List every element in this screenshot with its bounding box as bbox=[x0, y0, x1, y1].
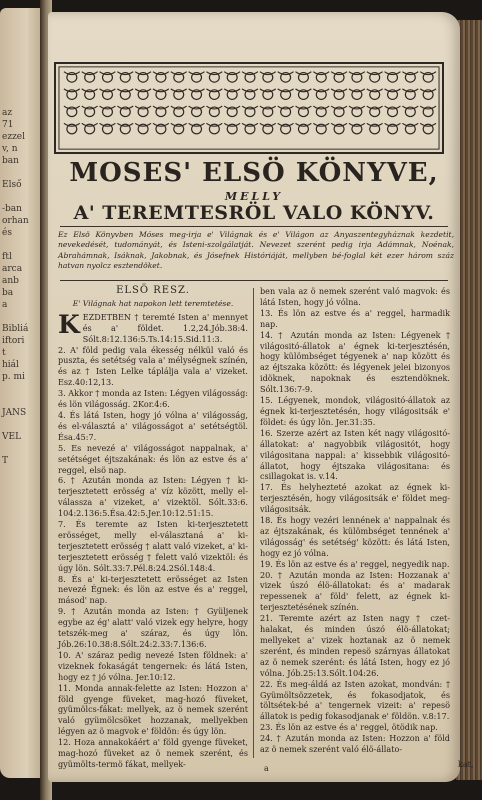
verse-paragraph: EZDETBEN † teremté Isten a' mennyet és a' földet. 1.2,24.Jób.38:4. Sólt.8:12.136:5.Ts.14:15.Sid.11:3. bbox=[82, 311, 248, 344]
verse-paragraph: 15. Légyenek, mondok, világositó-állatok az égnek ki-terjesztetésén, hogy világositsák e' földet: és úgy lön. Jer.31:35. bbox=[260, 395, 450, 427]
left-page-text-fragment: Első bbox=[2, 180, 22, 190]
left-page-text-fragment: p. mi bbox=[2, 372, 25, 382]
left-page-text-fragment: orhan bbox=[2, 216, 29, 226]
title-rule bbox=[60, 226, 448, 227]
left-page-text-fragment: v, n bbox=[2, 144, 18, 154]
column-divider bbox=[253, 288, 254, 758]
verse-paragraph: 2. A' föld pedig vala ékesség nélkül való és puszta, és setétség vala a' mélységnek színén, és az † Isten Lelke táplálja vala a' vizeket. Esz.40:12,13. bbox=[58, 344, 248, 388]
verse-paragraph: 11. Monda annak-felette az Isten: Hozzon a' föld gyenge füveket, mag-hozó füveket, gyümölcs-fákat: mellyek, az ö nemek szerént való gyümölcsöket hozzanak, mellyekben légyen az ö magvok e' földön: és úgy lön. bbox=[58, 682, 248, 737]
left-page-text-fragment: iftori bbox=[2, 336, 25, 346]
left-page-text-fragment: és bbox=[2, 228, 12, 238]
verse-paragraph: 17. És helyhezteté azokat az égnek ki-terjesztésén, hogy világositsák e' földet meg-világositsák. bbox=[260, 482, 450, 515]
left-page-text-fragment: 71 bbox=[2, 120, 14, 130]
verse-paragraph: 10. A' száraz pedig nevezé Isten földnek: a' vizeknek fokaságát tengernek: és látá Isten, hogy ez † jó vólna. Jer.10:12. bbox=[58, 649, 248, 682]
summary-rule bbox=[60, 280, 448, 281]
verse-paragraph: 23. És lön az estve és a' reggel, ötödik nap. bbox=[260, 722, 438, 733]
left-page-text-fragment: ba bbox=[2, 288, 14, 298]
chapter-heading: ELSÖ RESZ. bbox=[116, 285, 190, 296]
verse-paragraph: 20. † Azután monda az Isten: Hozzanak a' vizek úszó élö-állatokat: és a' madarak repessenek a' föld' felett, az égnek ki-terjesztetésének színén. bbox=[260, 569, 450, 613]
left-page-text-fragment: ftl bbox=[2, 252, 12, 262]
verse-paragraph: 18. És hogy vezéri lennének a' nappalnak és az éjtszakának, és külömbséget tennének a' világosság' és setétség' között: és látá Isten, hogy ez jó vólna. bbox=[260, 515, 450, 558]
left-page-text-fragment: ban bbox=[2, 156, 19, 166]
drop-cap-letter: K bbox=[58, 309, 80, 339]
verse-paragraph: 22. És meg-áldá az Isten azokat, mondván: † Gyümöltsözzetek, és fokasodjatok, és töltsétek-bé a' tengernek vizeit: a' repesö állatok is pedig fokasodjanak e' földön. v.8:17. bbox=[260, 678, 450, 722]
page-catchword-right: kat, bbox=[458, 760, 474, 769]
book-title: MOSES' ELSÖ KÖNYVE, bbox=[69, 158, 439, 188]
verse-paragraph: ben vala az ö nemek szerént való magvok: és látá Isten, hogy jó vólna. bbox=[260, 286, 450, 307]
verse-paragraph: 16. Szerze azért az Isten két nagy világositó-állatokat: a' nagyobbik világositót, hogy világositana nappal: a' kissebbik világositó-állatot, hogy éjtszaka világositana: és csillagokat is. v.14. bbox=[260, 427, 450, 482]
left-page-text-fragment: a bbox=[2, 300, 8, 310]
left-page-edge bbox=[0, 8, 44, 778]
verse-paragraph: 14. † Azután monda az Isten: Légyenek † világositó-állatok a' égnek ki-terjesztésén, hogy külömbséget tégyenek a' nap között és az éjtszaka között: és légyenek jelei bizonyos idöknek, napoknak és esztendöknek. Sólt.136:7-9. bbox=[260, 329, 450, 395]
decorative-header-ornament bbox=[54, 62, 444, 154]
chapter-summary: E' Világnak hat napokon lett teremtetése. bbox=[72, 298, 234, 308]
verse-paragraph: 7. És teremte az Isten ki-terjesztetett erösséget, melly el-választaná a' ki-terjesztetett erösség † alatt való vizeket, a' ki-terjesztetett erösség † felett való vizektöl: és úgy lön. Sólt.33:7.Pél.8:24.2Sól.148:4. bbox=[58, 519, 248, 573]
title-connector: MELLY bbox=[224, 190, 284, 203]
verse-paragraph: 12. Hoza annakokáért a' föld gyenge füveket, mag-hozó füveket az ö nemek szerént, és gyümölts-termö fákat, mellyek- bbox=[58, 737, 248, 769]
left-page-text-fragment: t bbox=[2, 348, 6, 358]
ornament-pattern-icon bbox=[56, 64, 442, 152]
book-summary: Ez Elsö Könyvben Móses meg-irja e' Világnak és e' Világon az Anyaszentegyháznak kezdetit, nevekedését, tudományát, és Isteni-szolgálatját. Nevezet szerént pedig irja Adámnak, Noénak, Abrahámnak, Isáknak, Jakobnak, és Jósefnek Históriáját, mellyben bé-foglal két ezer három száz hatvan nyolcz esztendöket. bbox=[58, 230, 454, 271]
verse-paragraph: 13. És lön az estve és a' reggel, harmadik nap. bbox=[260, 307, 450, 329]
verse-paragraph: 19. És lön az estve és a' reggel, negyedik nap. bbox=[260, 558, 450, 569]
book-page bbox=[48, 12, 474, 782]
left-page-text-fragment: anb bbox=[2, 276, 19, 286]
left-page-text-fragment: ezzel bbox=[2, 132, 26, 142]
left-page-text-fragment: T bbox=[2, 456, 9, 466]
catchword: a bbox=[264, 764, 269, 773]
verse-paragraph: 6. † Azután monda az Isten: Légyen † ki-terjesztetett erösség a' víz között, melly el-válassza a' vizeket, a' vizektöl. Sólt.33:6. 104:2.136:5.Ésa.42:5.Jer.10:12.51:15. bbox=[58, 475, 248, 519]
text-column-left bbox=[58, 286, 248, 770]
left-page-text-fragment: az bbox=[2, 108, 13, 118]
book-subtitle: A' TEREMTESRÖL VALO KÖNYV. bbox=[73, 202, 435, 224]
verse-paragraph: 8. És a' ki-terjesztetett erösséget az Isten nevezé Égnek: és lön az estve és a' reggel, másod' nap. bbox=[58, 573, 248, 606]
left-page-text-fragment: hiál bbox=[2, 360, 19, 370]
left-page-text-fragment: Bibliá bbox=[2, 324, 29, 334]
left-page-text-fragment: arca bbox=[2, 264, 23, 274]
verse-paragraph: 5. Es nevezé a' világosságot nappalnak, a' setétséget éjtszakának: és lön az estve és a' reggel, elsö nap. bbox=[58, 442, 248, 475]
verse-paragraph: 4. És látá Isten, hogy jó vólna a' világosság, és el-választá a' világosságot a' setétségtöl. Ésa.45:7. bbox=[58, 409, 248, 442]
verse-paragraph: 24. † Azután monda az Isten: Hozzon a' föld az ö nemek szerént való élö-állato- bbox=[260, 733, 450, 755]
verse-paragraph: 9. † Azután monda az Isten: † Gyüljenek egybe az ég' alatt' való vizek egy helyre, hogy tetszék-meg a' száraz, és úgy lön. Jób.26:10.38:8.Sólt.24:2.33:7.136:6. bbox=[58, 606, 248, 649]
left-page-text-fragment: VEL bbox=[2, 432, 22, 442]
left-page-text-fragment: JANS bbox=[2, 408, 27, 418]
left-page-text-fragment: -ban bbox=[2, 204, 22, 214]
verse-paragraph: 21. Teremte azért az Isten nagy † czet-halakat, és minden úszó élö-állatokat; mellyeket a' vizek hoztanak az ö nemek szerént, és minden repesö szárnyas állatokat az ö nemek szerént: és látá Isten, hogy ez jó vólna. Jób.25:13.Sólt.104:26. bbox=[260, 613, 450, 678]
verse-paragraph: 3. Akkor † monda az Isten: Légyen világosság: és lön világosság. 2Kor.4:6. bbox=[58, 388, 248, 410]
text-column-right bbox=[260, 286, 450, 755]
